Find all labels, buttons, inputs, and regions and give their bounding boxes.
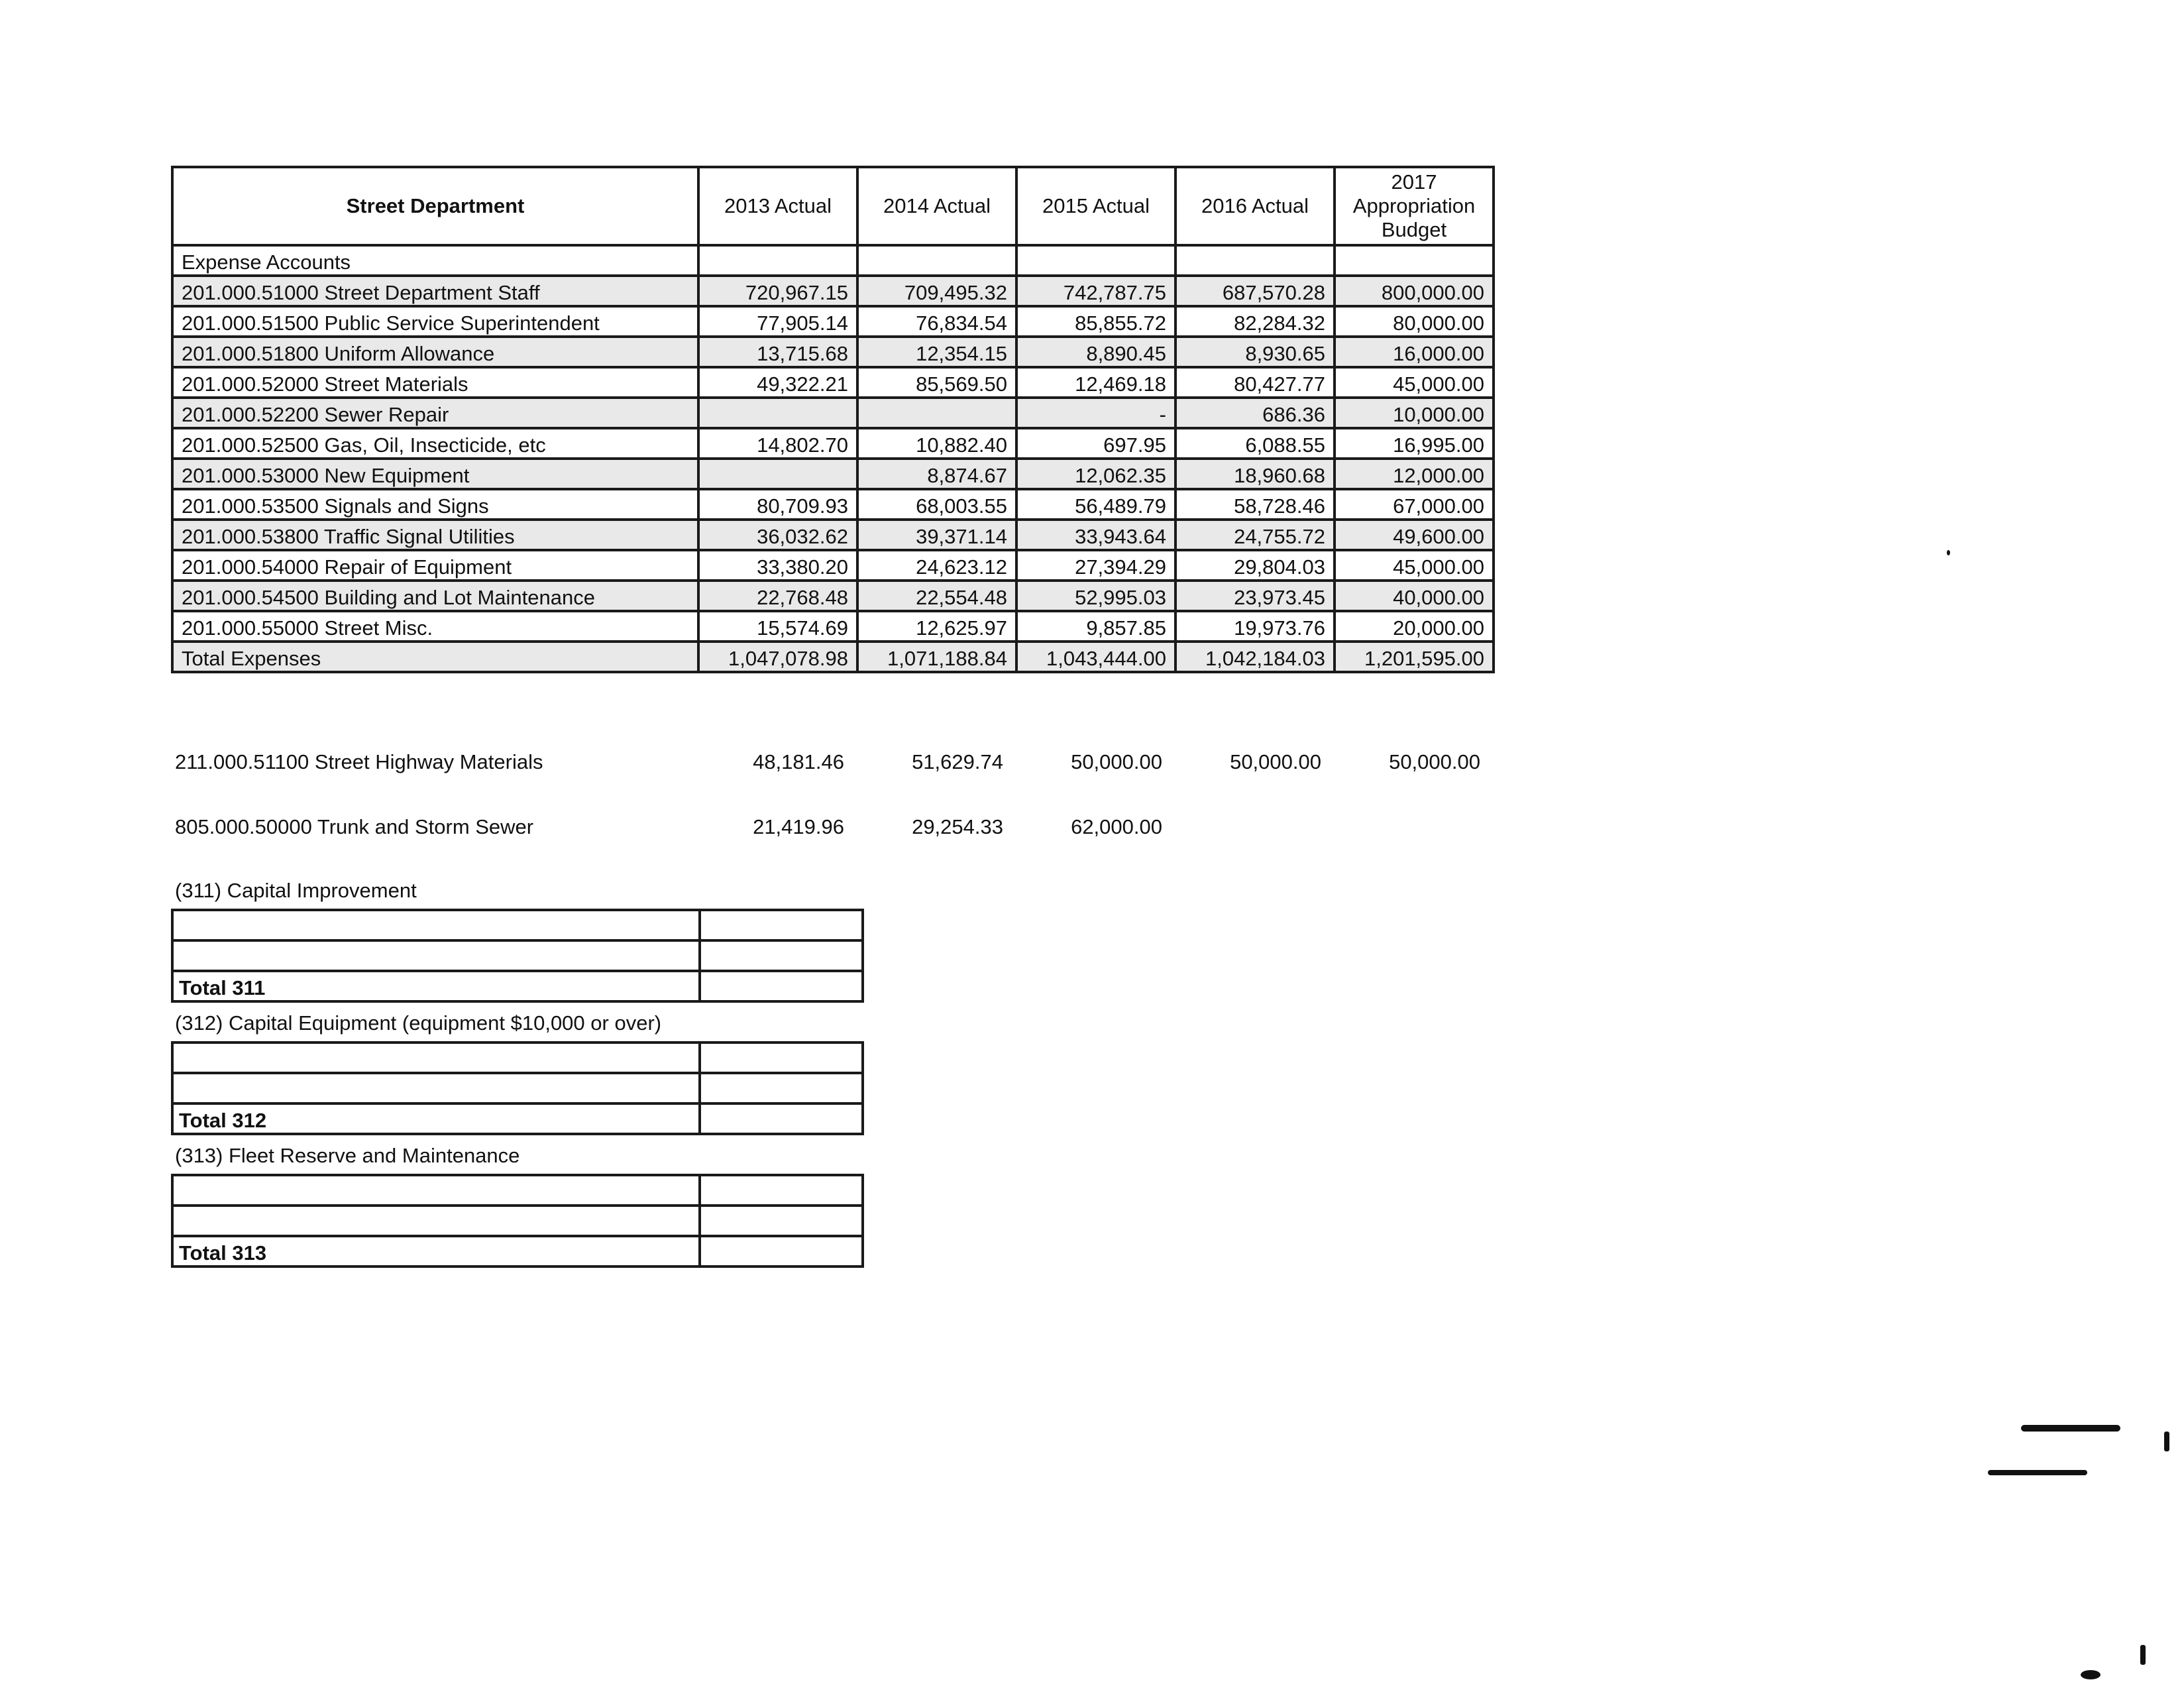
capital-blank-row xyxy=(172,1206,863,1236)
capital-value-cell xyxy=(700,1073,863,1103)
total-value-2016: 1,042,184.03 xyxy=(1175,642,1335,672)
value-cell-2015: 52,995.03 xyxy=(1016,581,1175,611)
value-cell-2017: 40,000.00 xyxy=(1335,581,1494,611)
value-cell-2016: 8,930.65 xyxy=(1175,337,1335,367)
value-cell-2016: 6,088.55 xyxy=(1175,428,1335,459)
value-cell-2013: 720,967.15 xyxy=(698,276,857,306)
capital-blank-row xyxy=(172,1073,863,1103)
capital-value-cell xyxy=(700,910,863,940)
extra-account-label: 805.000.50000 Trunk and Storm Sewer xyxy=(175,815,534,838)
capital-section-title: (312) Capital Equipment (equipment $10,000 or over) xyxy=(175,1011,662,1035)
value-cell-2015: 8,890.45 xyxy=(1016,337,1175,367)
capital-blank-cell xyxy=(172,1206,700,1236)
header-row xyxy=(172,167,1494,245)
capital-total-label: Total 313 xyxy=(172,1236,700,1267)
value-cell-2014: 85,569.50 xyxy=(857,367,1016,398)
total-value-2013: 1,047,078.98 xyxy=(698,642,857,672)
value-cell-2017: 45,000.00 xyxy=(1335,367,1494,398)
value-cell-2013: 15,574.69 xyxy=(698,611,857,642)
table-row xyxy=(172,398,1494,428)
total-value-2017: 1,201,595.00 xyxy=(1335,642,1494,672)
header-department: Street Department xyxy=(172,167,698,245)
street-department-table xyxy=(171,166,1495,673)
value-cell-2015: 85,855.72 xyxy=(1016,306,1175,337)
value-cell-2017: 12,000.00 xyxy=(1335,459,1494,489)
capital-total-row xyxy=(172,1103,863,1134)
account-cell: 201.000.51800 Uniform Allowance xyxy=(172,337,698,367)
account-cell: 201.000.51500 Public Service Superintendent xyxy=(172,306,698,337)
extra-value-2014: 51,629.74 xyxy=(912,750,1003,773)
extra-value-2017: 50,000.00 xyxy=(1389,750,1480,773)
value-cell-2017: 16,000.00 xyxy=(1335,337,1494,367)
section-label: Expense Accounts xyxy=(172,245,698,276)
value-cell-2014: 68,003.55 xyxy=(857,489,1016,520)
value-cell-2015: 12,062.35 xyxy=(1016,459,1175,489)
value-cell-2016: 19,973.76 xyxy=(1175,611,1335,642)
value-cell-2015: 33,943.64 xyxy=(1016,520,1175,550)
capital-blank-cell xyxy=(172,1042,700,1073)
value-cell-2017: 16,995.00 xyxy=(1335,428,1494,459)
account-cell: 201.000.53000 New Equipment xyxy=(172,459,698,489)
capital-blank-cell xyxy=(172,1175,700,1206)
value-cell-2013: 36,032.62 xyxy=(698,520,857,550)
extra-value-2014: 29,254.33 xyxy=(912,815,1003,838)
value-cell-2016: 23,973.45 xyxy=(1175,581,1335,611)
value-cell-2016: 58,728.46 xyxy=(1175,489,1335,520)
value-cell-2016: 82,284.32 xyxy=(1175,306,1335,337)
account-cell: 201.000.53800 Traffic Signal Utilities xyxy=(172,520,698,550)
value-cell-2013: 49,322.21 xyxy=(698,367,857,398)
table-row xyxy=(172,611,1494,642)
account-cell: 201.000.54000 Repair of Equipment xyxy=(172,550,698,581)
value-cell-2017: 67,000.00 xyxy=(1335,489,1494,520)
value-cell-2013: 80,709.93 xyxy=(698,489,857,520)
value-cell-2014: 12,354.15 xyxy=(857,337,1016,367)
capital-blank-row xyxy=(172,1042,863,1073)
value-cell-2016: 686.36 xyxy=(1175,398,1335,428)
value-cell-2013: 14,802.70 xyxy=(698,428,857,459)
table-row xyxy=(172,489,1494,520)
extra-account-row xyxy=(175,750,1500,777)
scan-speck xyxy=(2081,1670,2101,1679)
capital-section-title: (311) Capital Improvement xyxy=(175,879,417,902)
extra-value-2015: 62,000.00 xyxy=(1071,815,1162,838)
table-row xyxy=(172,459,1494,489)
value-cell-2015: 56,489.79 xyxy=(1016,489,1175,520)
extra-value-2013: 48,181.46 xyxy=(753,750,844,773)
value-cell-2013: 77,905.14 xyxy=(698,306,857,337)
value-cell-2017: 800,000.00 xyxy=(1335,276,1494,306)
capital-blank-cell xyxy=(172,940,700,971)
header-2017: 2017 Appropriation Budget xyxy=(1335,167,1494,245)
value-cell-2013: 33,380.20 xyxy=(698,550,857,581)
scan-speck xyxy=(1988,1470,2087,1475)
value-cell-2015: 27,394.29 xyxy=(1016,550,1175,581)
value-cell-2014 xyxy=(857,398,1016,428)
value-cell-2015: 742,787.75 xyxy=(1016,276,1175,306)
capital-blank-row xyxy=(172,940,863,971)
scan-speck xyxy=(2140,1645,2146,1665)
table-row xyxy=(172,367,1494,398)
value-cell-2014: 12,625.97 xyxy=(857,611,1016,642)
capital-total-row xyxy=(172,1236,863,1267)
capital-value-cell xyxy=(700,1103,863,1134)
header-2015: 2015 Actual xyxy=(1016,167,1175,245)
value-cell-2013: 22,768.48 xyxy=(698,581,857,611)
capital-blank-cell xyxy=(172,910,700,940)
total-label: Total Expenses xyxy=(172,642,698,672)
capital-blank-row xyxy=(172,1175,863,1206)
value-cell-2016: 29,804.03 xyxy=(1175,550,1335,581)
capital-blank-cell xyxy=(172,1073,700,1103)
extra-value-2016: 50,000.00 xyxy=(1230,750,1321,773)
value-cell-2014: 76,834.54 xyxy=(857,306,1016,337)
header-2013: 2013 Actual xyxy=(698,167,857,245)
value-cell-2015: 9,857.85 xyxy=(1016,611,1175,642)
value-cell-2016: 80,427.77 xyxy=(1175,367,1335,398)
value-cell-2017: 45,000.00 xyxy=(1335,550,1494,581)
table-row xyxy=(172,428,1494,459)
extra-value-2015: 50,000.00 xyxy=(1071,750,1162,773)
value-cell-2013: 13,715.68 xyxy=(698,337,857,367)
account-cell: 201.000.51000 Street Department Staff xyxy=(172,276,698,306)
extra-account-row xyxy=(175,815,1500,842)
capital-blank-row xyxy=(172,910,863,940)
capital-value-cell xyxy=(700,940,863,971)
value-cell-2017: 49,600.00 xyxy=(1335,520,1494,550)
extra-value-2013: 21,419.96 xyxy=(753,815,844,838)
total-row xyxy=(172,642,1494,672)
value-cell-2014: 39,371.14 xyxy=(857,520,1016,550)
table-row xyxy=(172,520,1494,550)
capital-section-title: (313) Fleet Reserve and Maintenance xyxy=(175,1144,520,1167)
capital-total-row xyxy=(172,971,863,1001)
table-row xyxy=(172,276,1494,306)
value-cell-2015: - xyxy=(1016,398,1175,428)
account-cell: 201.000.54500 Building and Lot Maintenance xyxy=(172,581,698,611)
account-cell: 201.000.52200 Sewer Repair xyxy=(172,398,698,428)
value-cell-2014: 24,623.12 xyxy=(857,550,1016,581)
capital-value-cell xyxy=(700,1042,863,1073)
account-cell: 201.000.53500 Signals and Signs xyxy=(172,489,698,520)
value-cell-2014: 8,874.67 xyxy=(857,459,1016,489)
value-cell-2017: 80,000.00 xyxy=(1335,306,1494,337)
table-row xyxy=(172,581,1494,611)
capital-total-label: Total 312 xyxy=(172,1103,700,1134)
header-2014: 2014 Actual xyxy=(857,167,1016,245)
section-row xyxy=(172,245,1494,276)
header-2016: 2016 Actual xyxy=(1175,167,1335,245)
value-cell-2016: 18,960.68 xyxy=(1175,459,1335,489)
scan-speck xyxy=(1947,550,1950,555)
value-cell-2014: 10,882.40 xyxy=(857,428,1016,459)
capital-section-table xyxy=(171,1174,864,1268)
capital-value-cell xyxy=(700,1175,863,1206)
capital-section-table xyxy=(171,909,864,1003)
capital-section-table xyxy=(171,1041,864,1135)
value-cell-2015: 12,469.18 xyxy=(1016,367,1175,398)
account-cell: 201.000.52000 Street Materials xyxy=(172,367,698,398)
value-cell-2017: 10,000.00 xyxy=(1335,398,1494,428)
value-cell-2015: 697.95 xyxy=(1016,428,1175,459)
scan-speck xyxy=(2021,1425,2120,1432)
capital-value-cell xyxy=(700,1236,863,1267)
value-cell-2016: 687,570.28 xyxy=(1175,276,1335,306)
account-cell: 201.000.55000 Street Misc. xyxy=(172,611,698,642)
total-value-2015: 1,043,444.00 xyxy=(1016,642,1175,672)
value-cell-2013 xyxy=(698,398,857,428)
value-cell-2013 xyxy=(698,459,857,489)
value-cell-2016: 24,755.72 xyxy=(1175,520,1335,550)
extra-account-label: 211.000.51100 Street Highway Materials xyxy=(175,750,543,773)
value-cell-2017: 20,000.00 xyxy=(1335,611,1494,642)
value-cell-2014: 709,495.32 xyxy=(857,276,1016,306)
capital-value-cell xyxy=(700,971,863,1001)
value-cell-2014: 22,554.48 xyxy=(857,581,1016,611)
scan-speck xyxy=(2164,1432,2169,1451)
table-row xyxy=(172,550,1494,581)
capital-value-cell xyxy=(700,1206,863,1236)
account-cell: 201.000.52500 Gas, Oil, Insecticide, etc xyxy=(172,428,698,459)
total-value-2014: 1,071,188.84 xyxy=(857,642,1016,672)
capital-total-label: Total 311 xyxy=(172,971,700,1001)
table-row xyxy=(172,337,1494,367)
table-row xyxy=(172,306,1494,337)
